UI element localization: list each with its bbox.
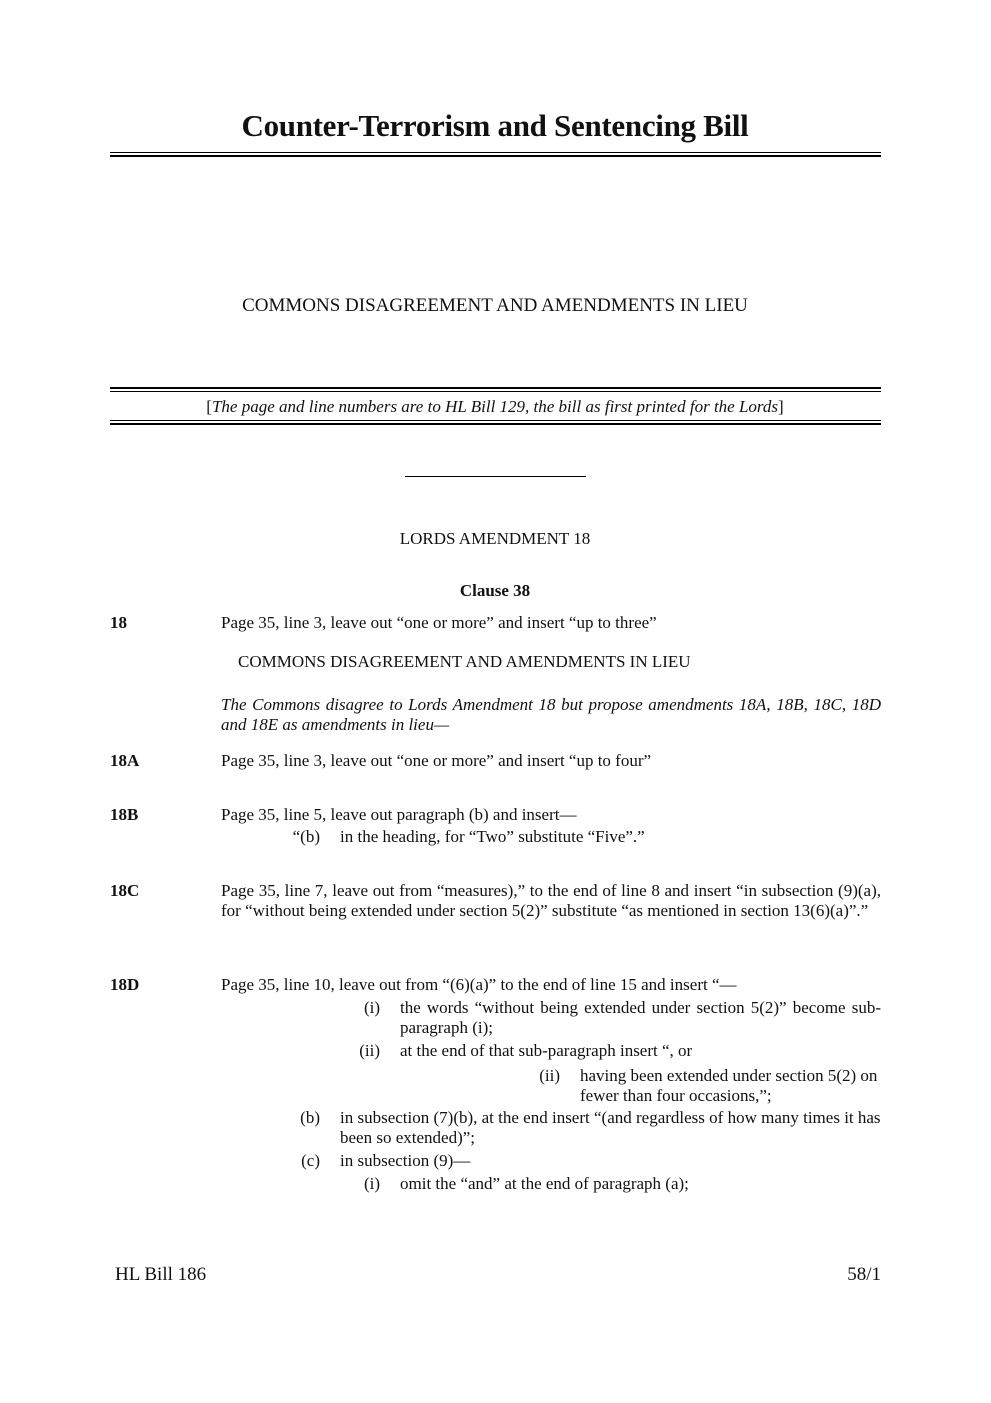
section-divider [405,476,586,477]
note-top-rule-thick [110,387,881,389]
title-rule-thin [110,152,881,153]
footer-page-reference: 58/1 [847,1264,881,1285]
sub-paragraph-text: at the end of that sub-paragraph insert “, or [400,1041,693,1060]
title-rule-thick [110,155,881,157]
amendment-number: 18A [110,751,140,770]
sub-paragraph-text: omit the “and” at the end of paragraph (a); [400,1174,689,1193]
document-heading: COMMONS DISAGREEMENT AND AMENDMENTS IN LIEU [242,295,748,316]
bill-title: Counter-Terrorism and Sentencing Bill [241,108,749,143]
note-bottom-rule-thick [110,423,881,425]
sub-paragraph-label: (i) [363,1174,380,1193]
amendment-text: Page 35, line 3, leave out “one or more” and insert “up to three” [221,613,657,632]
amendment-text: Page 35, line 5, leave out paragraph (b) and insert— [221,805,577,824]
note-top-rule-thin [110,391,881,392]
commons-heading: COMMONS DISAGREEMENT AND AMENDMENTS IN LIEU [238,652,691,671]
lords-amendment-heading: LORDS AMENDMENT 18 [399,529,591,548]
commons-motion: The Commons disagree to Lords Amendment 18 but propose amendments 18A, 18B, 18C, 18D and 18E as amendments in lieu— [221,695,881,734]
paragraph-text: in subsection (9)— [340,1151,471,1170]
sub-paragraph-label: (ii) [359,1041,380,1060]
page-line-note: [The page and line numbers are to HL Bill 129, the bill as first printed for the Lords] [206,397,784,416]
clause-heading: Clause 38 [459,581,531,600]
amendment-number: 18D [110,975,140,994]
footer-bill-reference: HL Bill 186 [115,1264,207,1285]
sub-paragraph-text: in the heading, for “Two” substitute “Five”.” [340,827,645,846]
sub-paragraph-label: (i) [363,998,380,1017]
amendment-text: Page 35, line 3, leave out “one or more” and insert “up to four” [221,751,652,770]
paragraph-label: (c) [301,1151,320,1170]
note-bottom-rule-thin [110,420,881,421]
amendment-number: 18 [110,613,127,632]
sub-paragraph-text: the words “without being extended under section 5(2)” become sub-paragraph (i); [400,998,881,1037]
page-line-note-text: The page and line numbers are to HL Bill 129, the bill as first printed for the Lords [211,397,779,416]
amendment-text: Page 35, line 10, leave out from “(6)(a)” to the end of line 15 and insert “— [221,975,737,994]
sub-paragraph-text: having been extended under section 5(2) on fewer than four occasions,”; [580,1066,878,1105]
paragraph-text: in subsection (7)(b), at the end insert “(and regardless of how many times it has been so extended)”; [340,1108,881,1147]
sub-paragraph-label: “(b) [292,827,320,846]
sub-paragraph-label: (ii) [539,1066,560,1085]
amendment-number: 18C [110,881,140,900]
paragraph-label: (b) [300,1108,320,1127]
amendment-number: 18B [110,805,139,824]
amendment-text: Page 35, line 7, leave out from “measures),” to the end of line 8 and insert “in subsection (9)(a), for “without being extended under section 5(2)” substitute “as mentioned in section 13(6)(a)”.” [221,881,881,920]
